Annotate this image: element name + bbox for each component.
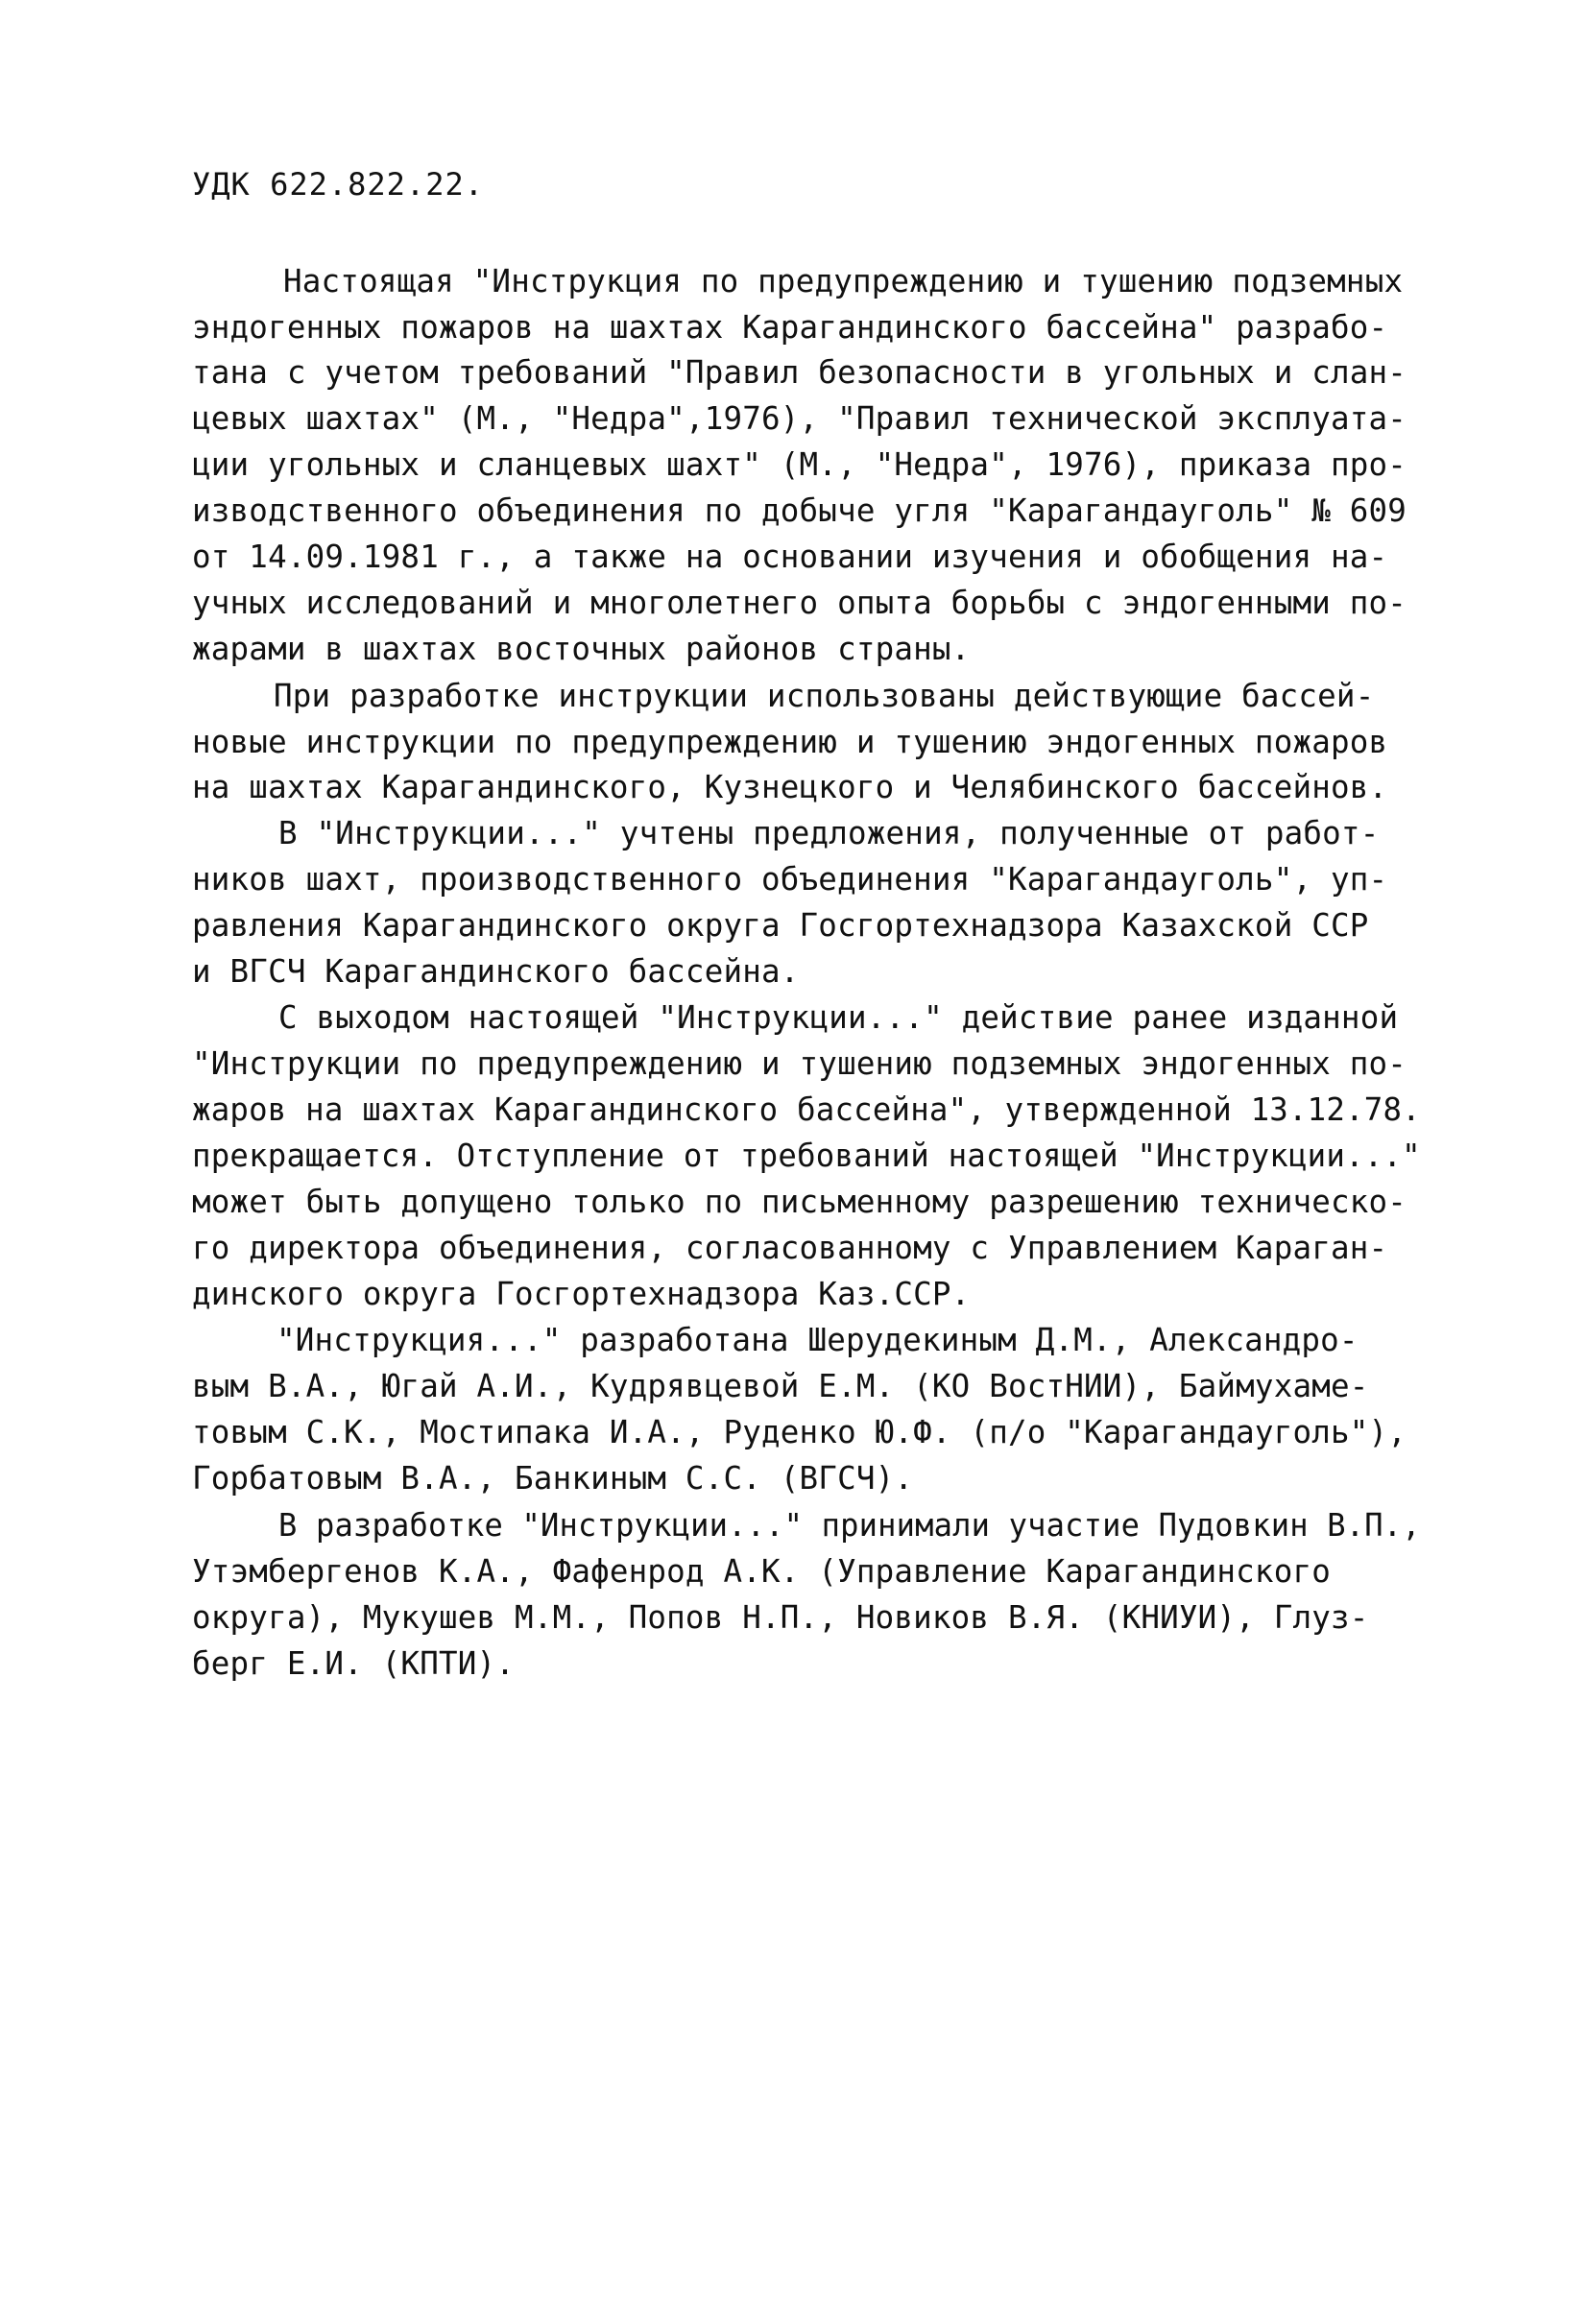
text-line: ции угольных и сланцевых шахт" (М., "Недра", 1976), приказа про- xyxy=(192,446,1407,483)
text-line: от 14.09.1981 г., а также на основании изучения и обобщения на- xyxy=(192,539,1388,575)
text-line: ников шахт, производственного объединения "Карагандауголь", уп- xyxy=(192,861,1388,898)
text-line: товым С.К., Мостипака И.А., Руденко Ю.Ф. (п/о "Карагандауголь"), xyxy=(192,1414,1407,1450)
text-line: учных исследований и многолетнего опыта борьбы с эндогенными по- xyxy=(192,585,1407,621)
text-line: В разработке "Инструкции..." принимали участие Пудовкин В.П., xyxy=(278,1507,1421,1544)
text-line: может быть допущено только по письменному разрешению техническо- xyxy=(192,1184,1407,1220)
text-line: равления Карагандинского округа Госгортехнадзора Казахской ССР xyxy=(192,907,1369,944)
text-line: округа), Мукушев М.М., Попов Н.П., Новиков В.Я. (КНИУИ), Глуз- xyxy=(192,1599,1369,1636)
text-line: С выходом настоящей "Инструкции..." действие ранее изданной xyxy=(278,999,1399,1036)
text-line: на шахтах Карагандинского, Кузнецкого и Челябинского бассейнов. xyxy=(192,769,1388,805)
text-line: Настоящая "Инструкция по предупреждению и тушению подземных xyxy=(283,263,1404,299)
text-line: тана с учетом требований "Правил безопасности в угольных и слан- xyxy=(192,354,1407,391)
text-line: При разработке инструкции использованы действующие бассей- xyxy=(274,678,1375,714)
text-line: В "Инструкции..." учтены предложения, полученные от работ- xyxy=(278,815,1380,851)
text-line: "Инструкция..." разработана Шерудекиным Д.М., Александро- xyxy=(277,1322,1359,1358)
text-line: вым В.А., Югай А.И., Кудрявцевой Е.М. (КО ВостНИИ), Баймухаме- xyxy=(192,1368,1369,1404)
text-line: берг Е.И. (КПТИ). xyxy=(192,1645,516,1682)
text-line: "Инструкции по предупреждению и тушению подземных эндогенных по- xyxy=(192,1045,1407,1082)
text-line: изводственного объединения по добыче угля "Карагандауголь" № 609 xyxy=(192,492,1407,529)
udk-code: УДК 622.822.22. xyxy=(192,166,484,203)
text-line: динского округа Госгортехнадзора Каз.ССР. xyxy=(192,1276,971,1312)
text-line: жаров на шахтах Карагандинского бассейна", утвержденной 13.12.78. xyxy=(192,1091,1421,1128)
text-line: эндогенных пожаров на шахтах Карагандинского бассейна" разрабо- xyxy=(192,309,1388,346)
text-line: го директора объединения, согласованному с Управлением Караган- xyxy=(192,1230,1388,1266)
text-line: цевых шахтах" (М., "Недра",1976), "Правил технической эксплуата- xyxy=(192,400,1407,437)
text-line: и ВГСЧ Карагандинского бассейна. xyxy=(192,953,800,990)
text-line: Горбатовым В.А., Банкиным С.С. (ВГСЧ). xyxy=(192,1460,914,1497)
text-line: жарами в шахтах восточных районов страны. xyxy=(192,631,971,667)
text-line: новые инструкции по предупреждению и тушению эндогенных пожаров xyxy=(192,724,1388,760)
text-line: прекращается. Отступление от требований настоящей "Инструкции..." xyxy=(192,1138,1421,1174)
text-line: Утэмбергенов К.А., Фафенрод А.К. (Управление Карагандинского xyxy=(192,1553,1331,1590)
